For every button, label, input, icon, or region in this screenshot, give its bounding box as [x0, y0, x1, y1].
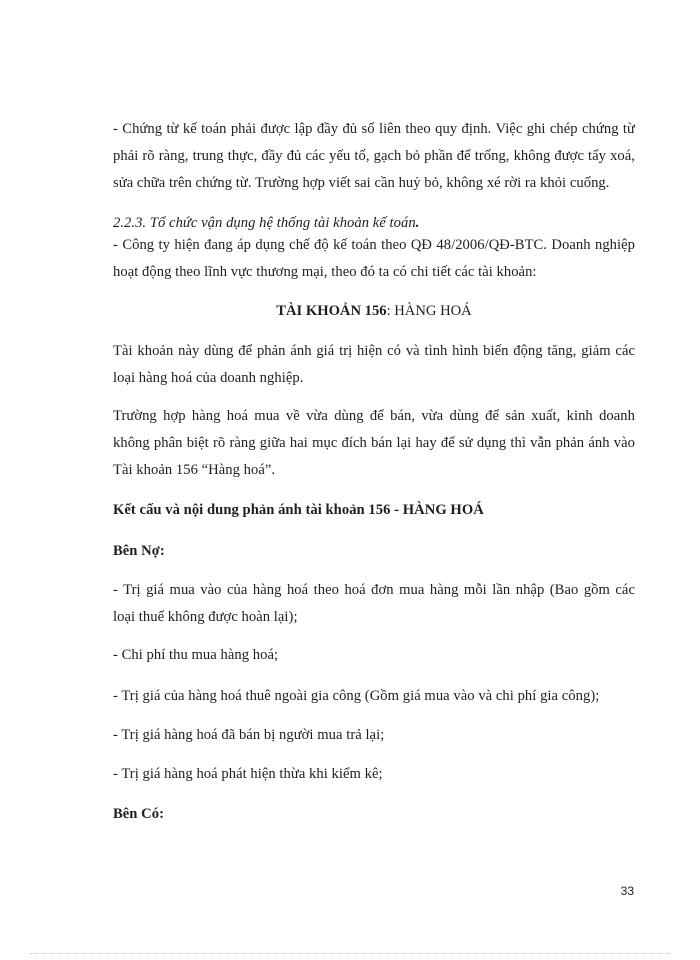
section-heading-tail: . — [415, 215, 420, 231]
text-line: Tài khoản này dùng để phản ánh giá trị hiện có và tình hình biến động tăng, giảm các — [113, 343, 635, 359]
text-line: - Trị giá mua vào của hàng hoá theo hoá đơn mua hàng mỗi lần nhập (Bao gồm các — [113, 582, 635, 598]
paragraph-accounting-regime — [113, 232, 635, 286]
paragraph-voucher-rules — [113, 116, 635, 197]
text-line: - Công ty hiện đang áp dụng chế độ kế toán theo QĐ 48/2006/QĐ-BTC. Doanh nghiệp — [113, 237, 635, 253]
text-line: hoạt động theo lĩnh vực thương mại, theo đó ta có chi tiết các tài khoản: — [113, 264, 537, 280]
text-line: - Trị giá hàng hoá đã bán bị người mua trả lại; — [113, 727, 385, 743]
text-line: - Chứng từ kế toán phải được lập đầy đủ số liên theo quy định. Việc ghi chép chứng từ — [113, 121, 635, 137]
text-line: không phân biệt rõ ràng giữa hai mục đích bán lại hay để sử dụng thì vẫn phản ánh vào — [113, 435, 635, 451]
text-line: - Trị giá của hàng hoá thuê ngoài gia công (Gồm giá mua vào và chi phí gia công); — [113, 688, 600, 704]
text-line: sửa chữa trên chứng từ. Trường hợp viết sai cần huỷ bỏ, không xé rời ra khỏi cuống. — [113, 175, 610, 191]
paragraph-mixed-use-goods — [113, 403, 635, 484]
text-line: - Chi phí thu mua hàng hoá; — [113, 647, 279, 663]
text-line: - Trị giá hàng hoá phát hiện thừa khi kiểm kê; — [113, 766, 383, 782]
text-line: loại thuế không được hoàn lại); — [113, 609, 298, 625]
debit-item — [113, 761, 635, 788]
account-title-bold: TÀI KHOẢN 156 — [276, 303, 387, 319]
debit-item — [113, 642, 635, 669]
text-line: loại hàng hoá của doanh nghiệp. — [113, 370, 304, 386]
account-title — [113, 298, 635, 325]
paragraph-account-purpose — [113, 338, 635, 392]
debit-heading: Bên Nợ: — [113, 543, 165, 559]
text-line: Trường hợp hàng hoá mua về vừa dùng để bán, vừa dùng để sản xuất, kinh doanh — [113, 408, 635, 424]
debit-item — [113, 577, 635, 631]
debit-item — [113, 683, 635, 710]
page-number: 33 — [620, 884, 634, 898]
page-bottom-divider — [30, 953, 670, 954]
debit-item — [113, 722, 635, 749]
account-title-rest: : HÀNG HOÁ — [386, 303, 472, 319]
section-heading-text: 2.2.3. Tổ chức vận dụng hệ thống tài khoản kế toán — [113, 215, 416, 231]
text-line: phải rõ ràng, trung thực, đầy đủ các yếu tố, gạch bỏ phần để trống, không được tẩy xoá, — [113, 148, 635, 164]
text-line: Tài khoản 156 “Hàng hoá”. — [113, 462, 276, 478]
structure-heading: Kết cấu và nội dung phản ánh tài khoản 156 - HÀNG HOÁ — [113, 502, 484, 518]
credit-heading: Bên Có: — [113, 806, 165, 822]
